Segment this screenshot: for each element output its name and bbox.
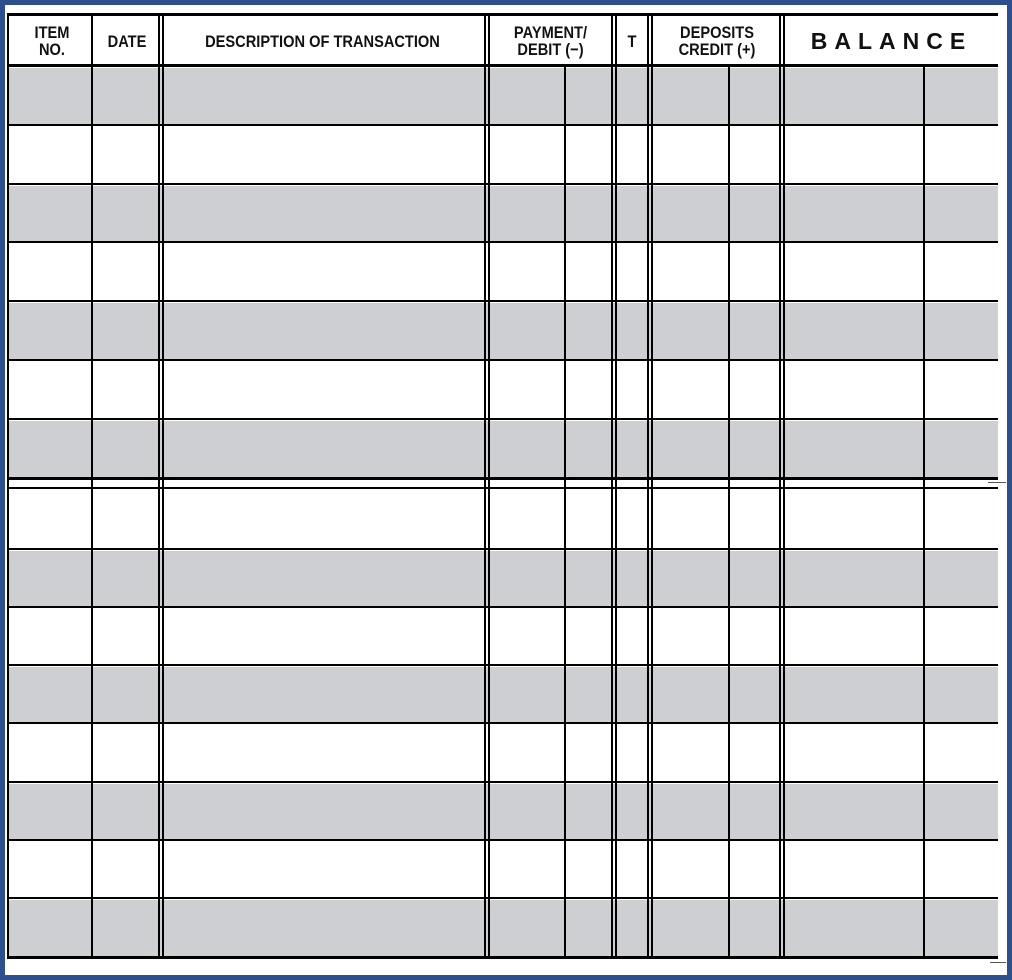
row-rule: [8, 241, 998, 243]
header-payment-debit: [496, 16, 605, 66]
register-row-shaded: [8, 421, 998, 478]
row-rule: [8, 487, 998, 489]
row-rule: [8, 897, 998, 899]
row-rule: [8, 606, 998, 608]
row-rule: [8, 477, 998, 480]
row-rule: [8, 548, 998, 550]
column-rule: [783, 13, 785, 959]
register-row-shaded: [8, 667, 998, 723]
header-balance: [785, 16, 998, 66]
header-item-no: [18, 16, 87, 66]
column-rule: [488, 13, 490, 959]
header-deposits-line2: CREDIT (+): [678, 40, 756, 59]
row-rule: [8, 839, 998, 841]
row-rule: [8, 13, 998, 16]
header-balance-label: BALANCE: [810, 27, 973, 54]
header-description-label: DESCRIPTION OF TRANSACTION: [205, 31, 440, 51]
header-t-label: T: [627, 31, 637, 51]
header-date: [99, 16, 156, 66]
register-row-shaded: [8, 186, 998, 242]
row-rule: [8, 664, 998, 666]
header-description: [183, 16, 463, 66]
column-rule: [611, 13, 613, 959]
header-item-no-line2: NO.: [38, 40, 65, 59]
row-rule: [8, 956, 998, 959]
header-item-no-line1: ITEM: [34, 23, 70, 42]
column-rule: [651, 13, 653, 959]
row-rule: [8, 722, 998, 724]
register-row-shaded: [8, 303, 998, 360]
header-deposits-credit: [661, 16, 773, 66]
column-rule: [564, 66, 566, 959]
header-deposits-line1: DEPOSITS: [680, 23, 754, 42]
header-payment-line1: PAYMENT/: [513, 23, 588, 42]
column-rule: [779, 13, 781, 959]
row-rule: [8, 124, 998, 126]
header-t: [618, 16, 646, 66]
header-payment-line2: DEBIT (−): [517, 40, 584, 59]
column-rule: [484, 13, 486, 959]
column-rule: [7, 13, 9, 959]
column-rule: [923, 66, 925, 959]
row-rule: [8, 64, 998, 67]
row-rule: [8, 418, 998, 420]
row-rule: [8, 359, 998, 361]
register-row-shaded: [8, 784, 998, 840]
register-row-shaded: [8, 551, 998, 607]
column-rule: [647, 13, 649, 959]
column-rule: [162, 13, 164, 959]
edge-mark: [988, 482, 1006, 483]
column-rule: [158, 13, 160, 959]
column-rule: [728, 66, 730, 959]
column-rule: [91, 13, 93, 959]
register-row-shaded: [8, 900, 998, 957]
row-rule: [8, 781, 998, 783]
column-rule: [615, 13, 617, 959]
header-date-label: DATE: [107, 31, 147, 51]
register-row-shaded: [8, 68, 998, 125]
row-rule: [8, 183, 998, 185]
row-rule: [8, 300, 998, 302]
edge-mark: [990, 962, 1006, 963]
